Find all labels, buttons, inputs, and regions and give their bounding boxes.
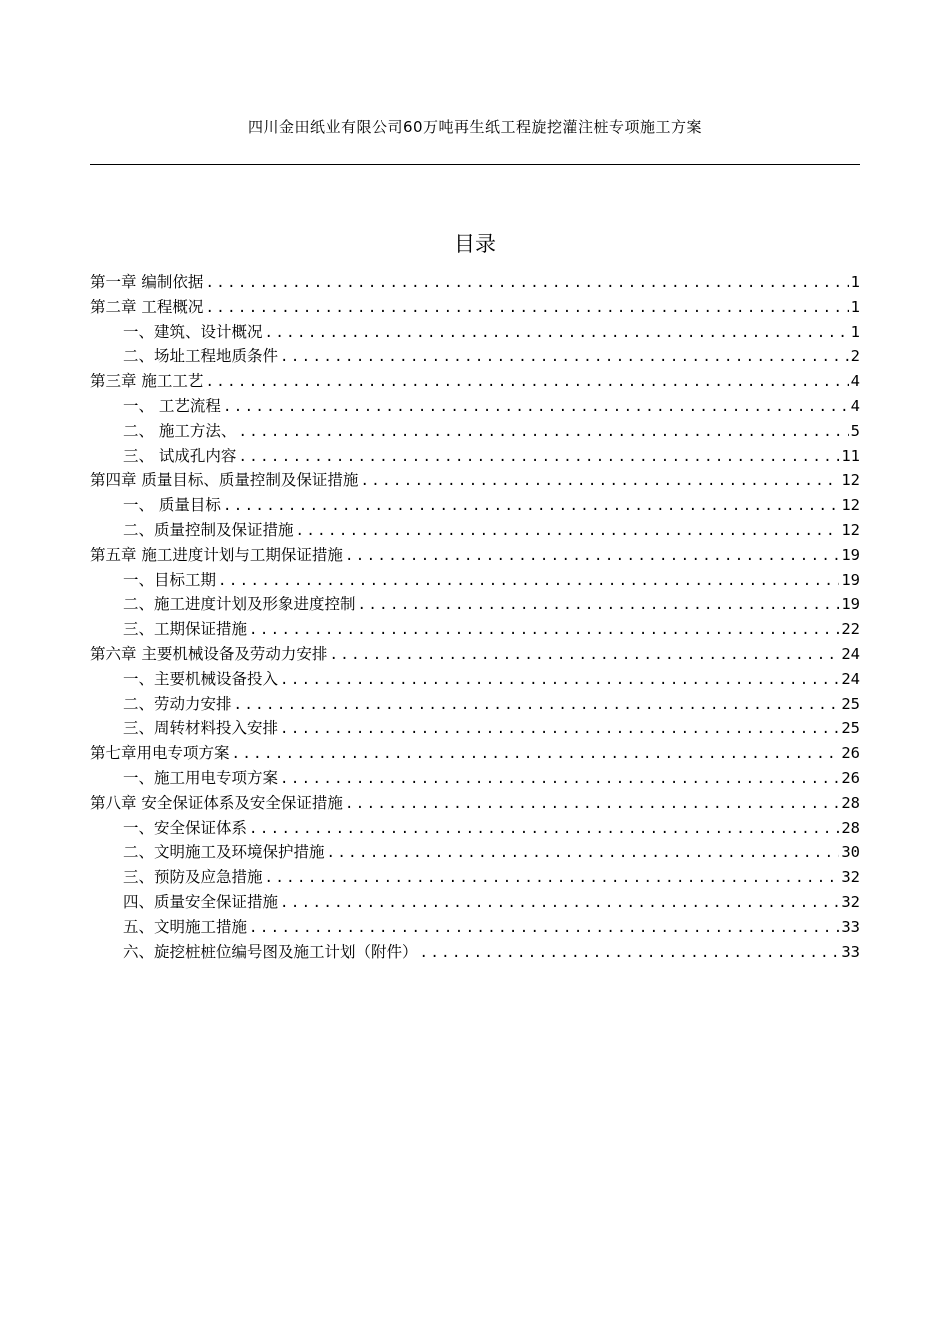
toc-dot-leader xyxy=(249,821,839,837)
toc-section-entry[interactable] xyxy=(90,716,860,741)
toc-chapter-entry[interactable] xyxy=(90,270,860,295)
toc-page-number: 24 xyxy=(841,644,860,663)
toc-dot-leader xyxy=(327,845,840,861)
toc-chapter-entry[interactable] xyxy=(90,642,860,667)
toc-chapter-entry[interactable] xyxy=(90,468,860,493)
toc-dot-leader xyxy=(205,275,848,291)
toc-page-number: 19 xyxy=(841,545,860,564)
toc-entry-label: 一、建筑、设计概况 xyxy=(123,322,263,341)
toc-heading: 目录 xyxy=(454,232,496,256)
toc-page-number: 25 xyxy=(841,694,860,713)
toc-section-entry[interactable] xyxy=(90,344,860,369)
toc-entry-label: 二、文明施工及环境保护措施 xyxy=(123,843,325,862)
toc-page-number: 30 xyxy=(841,843,860,862)
toc-dot-leader xyxy=(223,498,839,514)
header-divider xyxy=(90,164,860,165)
toc-section-entry[interactable] xyxy=(90,940,860,965)
toc-section-entry[interactable] xyxy=(90,865,860,890)
toc-page-number: 4 xyxy=(850,372,860,391)
toc-entry-label: 四、质量安全保证措施 xyxy=(123,892,279,911)
document-header-title: 四川金田纸业有限公司60万吨再生纸工程旋挖灌注桩专项施工方案 xyxy=(247,118,703,136)
toc-page-number: 12 xyxy=(841,520,860,539)
toc-dot-leader xyxy=(234,697,840,713)
toc-page-number: 19 xyxy=(841,570,860,589)
toc-entry-label: 二、施工进度计划及形象进度控制 xyxy=(123,595,356,614)
toc-section-entry[interactable] xyxy=(90,493,860,518)
toc-dot-leader xyxy=(249,622,839,638)
toc-entry-label: 一、 工艺流程 xyxy=(123,396,221,415)
toc-entry-label: 第三章 施工工艺 xyxy=(90,372,204,391)
toc-page-number: 28 xyxy=(841,793,860,812)
toc-dot-leader xyxy=(280,721,839,737)
toc-section-entry[interactable] xyxy=(90,890,860,915)
toc-page-number: 33 xyxy=(841,917,860,936)
toc-page-number: 22 xyxy=(841,620,860,639)
toc-page-number: 1 xyxy=(850,322,860,341)
toc-dot-leader xyxy=(232,746,840,762)
toc-dot-leader xyxy=(358,597,840,613)
toc-entry-label: 三、工期保证措施 xyxy=(123,620,248,639)
toc-chapter-entry[interactable] xyxy=(90,369,860,394)
toc-page-number: 33 xyxy=(841,942,860,961)
toc-entry-label: 二、 施工方法、 xyxy=(123,421,237,440)
toc-section-entry[interactable] xyxy=(90,320,860,345)
toc-dot-leader xyxy=(218,573,839,589)
toc-entry-label: 三、 试成孔内容 xyxy=(123,446,237,465)
toc-section-entry[interactable] xyxy=(90,617,860,642)
toc-entry-label: 一、主要机械设备投入 xyxy=(123,669,279,688)
toc-page-number: 4 xyxy=(850,396,860,415)
toc-section-entry[interactable] xyxy=(90,692,860,717)
toc-entry-label: 一、目标工期 xyxy=(123,570,217,589)
toc-section-entry[interactable] xyxy=(90,667,860,692)
toc-dot-leader xyxy=(345,796,839,812)
toc-dot-leader xyxy=(280,349,849,365)
toc-section-entry[interactable] xyxy=(90,915,860,940)
toc-entry-label: 三、周转材料投入安排 xyxy=(123,719,279,738)
toc-entry-label: 第四章 质量目标、质量控制及保证措施 xyxy=(90,471,359,490)
toc-page-number: 1 xyxy=(850,297,860,316)
toc-chapter-entry[interactable] xyxy=(90,543,860,568)
toc-entry-label: 第二章 工程概况 xyxy=(90,297,204,316)
toc-page-number: 24 xyxy=(841,669,860,688)
toc-page-number: 12 xyxy=(841,496,860,515)
toc-page-number: 26 xyxy=(841,768,860,787)
toc-entry-label: 二、劳动力安排 xyxy=(123,694,232,713)
toc-dot-leader xyxy=(420,945,840,961)
toc-section-entry[interactable] xyxy=(90,444,860,469)
toc-page-number: 5 xyxy=(850,421,860,440)
toc-dot-leader xyxy=(265,325,849,341)
toc-page-number: 11 xyxy=(841,446,860,465)
toc-page-number: 26 xyxy=(841,744,860,763)
toc-dot-leader xyxy=(205,374,848,390)
toc-dot-leader xyxy=(238,424,848,440)
toc-dot-leader xyxy=(360,473,839,489)
toc-page-number: 12 xyxy=(841,471,860,490)
toc-section-entry[interactable] xyxy=(90,568,860,593)
toc-dot-leader xyxy=(223,399,849,415)
toc-section-entry[interactable] xyxy=(90,394,860,419)
toc-chapter-entry[interactable] xyxy=(90,791,860,816)
toc-page-number: 28 xyxy=(841,818,860,837)
toc-dot-leader xyxy=(205,300,848,316)
toc-dot-leader xyxy=(280,672,839,688)
toc-page-number: 32 xyxy=(841,892,860,911)
toc-page-number: 19 xyxy=(841,595,860,614)
toc-dot-leader xyxy=(280,895,839,911)
toc-entry-label: 五、文明施工措施 xyxy=(123,917,248,936)
toc-entry-label: 第七章用电专项方案 xyxy=(90,744,230,763)
toc-entry-label: 三、预防及应急措施 xyxy=(123,868,263,887)
toc-section-entry[interactable] xyxy=(90,766,860,791)
toc-dot-leader xyxy=(345,548,839,564)
toc-page-number: 2 xyxy=(850,347,860,366)
toc-page-number: 25 xyxy=(841,719,860,738)
toc-chapter-entry[interactable] xyxy=(90,295,860,320)
toc-page-number: 1 xyxy=(850,273,860,291)
toc-entry-label: 二、质量控制及保证措施 xyxy=(123,520,294,539)
toc-entry-label: 第一章 编制依据 xyxy=(90,273,204,291)
toc-dot-leader xyxy=(329,647,839,663)
toc-entry-label: 六、旋挖桩桩位编号图及施工计划（附件） xyxy=(123,942,418,961)
toc-section-entry[interactable] xyxy=(90,518,860,543)
toc-entry-label: 一、 质量目标 xyxy=(123,496,221,515)
toc-chapter-entry[interactable] xyxy=(90,741,860,766)
toc-entry-label: 第六章 主要机械设备及劳动力安排 xyxy=(90,644,328,663)
toc-entry-label: 一、施工用电专项方案 xyxy=(123,768,279,787)
toc-dot-leader xyxy=(249,920,839,936)
toc-dot-leader xyxy=(280,771,839,787)
toc-entry-label: 一、安全保证体系 xyxy=(123,818,248,837)
toc-section-entry[interactable] xyxy=(90,592,860,617)
toc-section-entry[interactable] xyxy=(90,419,860,444)
toc-entry-label: 第五章 施工进度计划与工期保证措施 xyxy=(90,545,343,564)
toc-section-entry[interactable] xyxy=(90,816,860,841)
toc-dot-leader xyxy=(238,449,839,465)
toc-page-number: 32 xyxy=(841,868,860,887)
toc-section-entry[interactable] xyxy=(90,840,860,865)
table-of-contents xyxy=(90,270,860,964)
toc-entry-label: 二、场址工程地质条件 xyxy=(123,347,279,366)
toc-dot-leader xyxy=(296,523,840,539)
toc-dot-leader xyxy=(265,870,840,886)
toc-entry-label: 第八章 安全保证体系及安全保证措施 xyxy=(90,793,343,812)
